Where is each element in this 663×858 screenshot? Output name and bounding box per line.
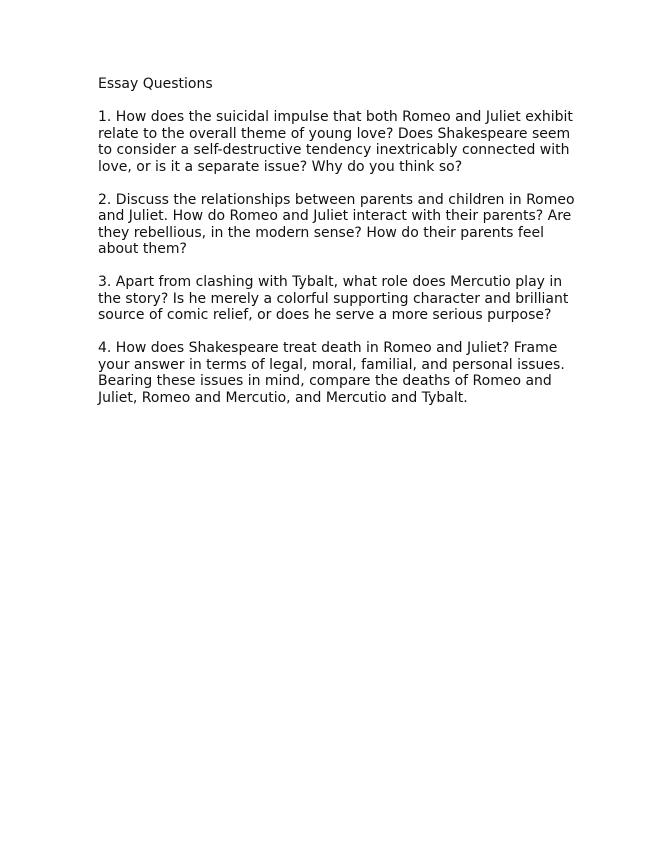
essay-question-1: 1. How does the suicidal impulse that both Romeo and Juliet exhibit relate to the overall theme of young love? Does Shakespeare seem to consider a self-destructive tendency inextricably connected with love, or is it a separate issue? Why do you think so? (98, 109, 573, 175)
essay-question-2: 2. Discuss the relationships between parents and children in Romeo and Juliet. How do Romeo and Juliet interact with their parents? Are they rebellious, in the modern sense? How do their parents feel about them? (98, 191, 575, 257)
essay-question-4: 4. How does Shakespeare treat death in Romeo and Juliet? Frame your answer in terms of legal, moral, familial, and personal issues. Bearing these issues in mind, compare the deaths of Romeo and Juliet, Romeo and Mercutio, and Mercutio and Tybalt. (98, 340, 565, 406)
document-body (98, 76, 578, 423)
essay-question-3: 3. Apart from clashing with Tybalt, what role does Mercutio play in the story? Is he merely a colorful supporting character and brilliant source of comic relief, or does he serve a more serious purpose? (98, 274, 569, 323)
document-heading: Essay Questions (98, 76, 213, 92)
